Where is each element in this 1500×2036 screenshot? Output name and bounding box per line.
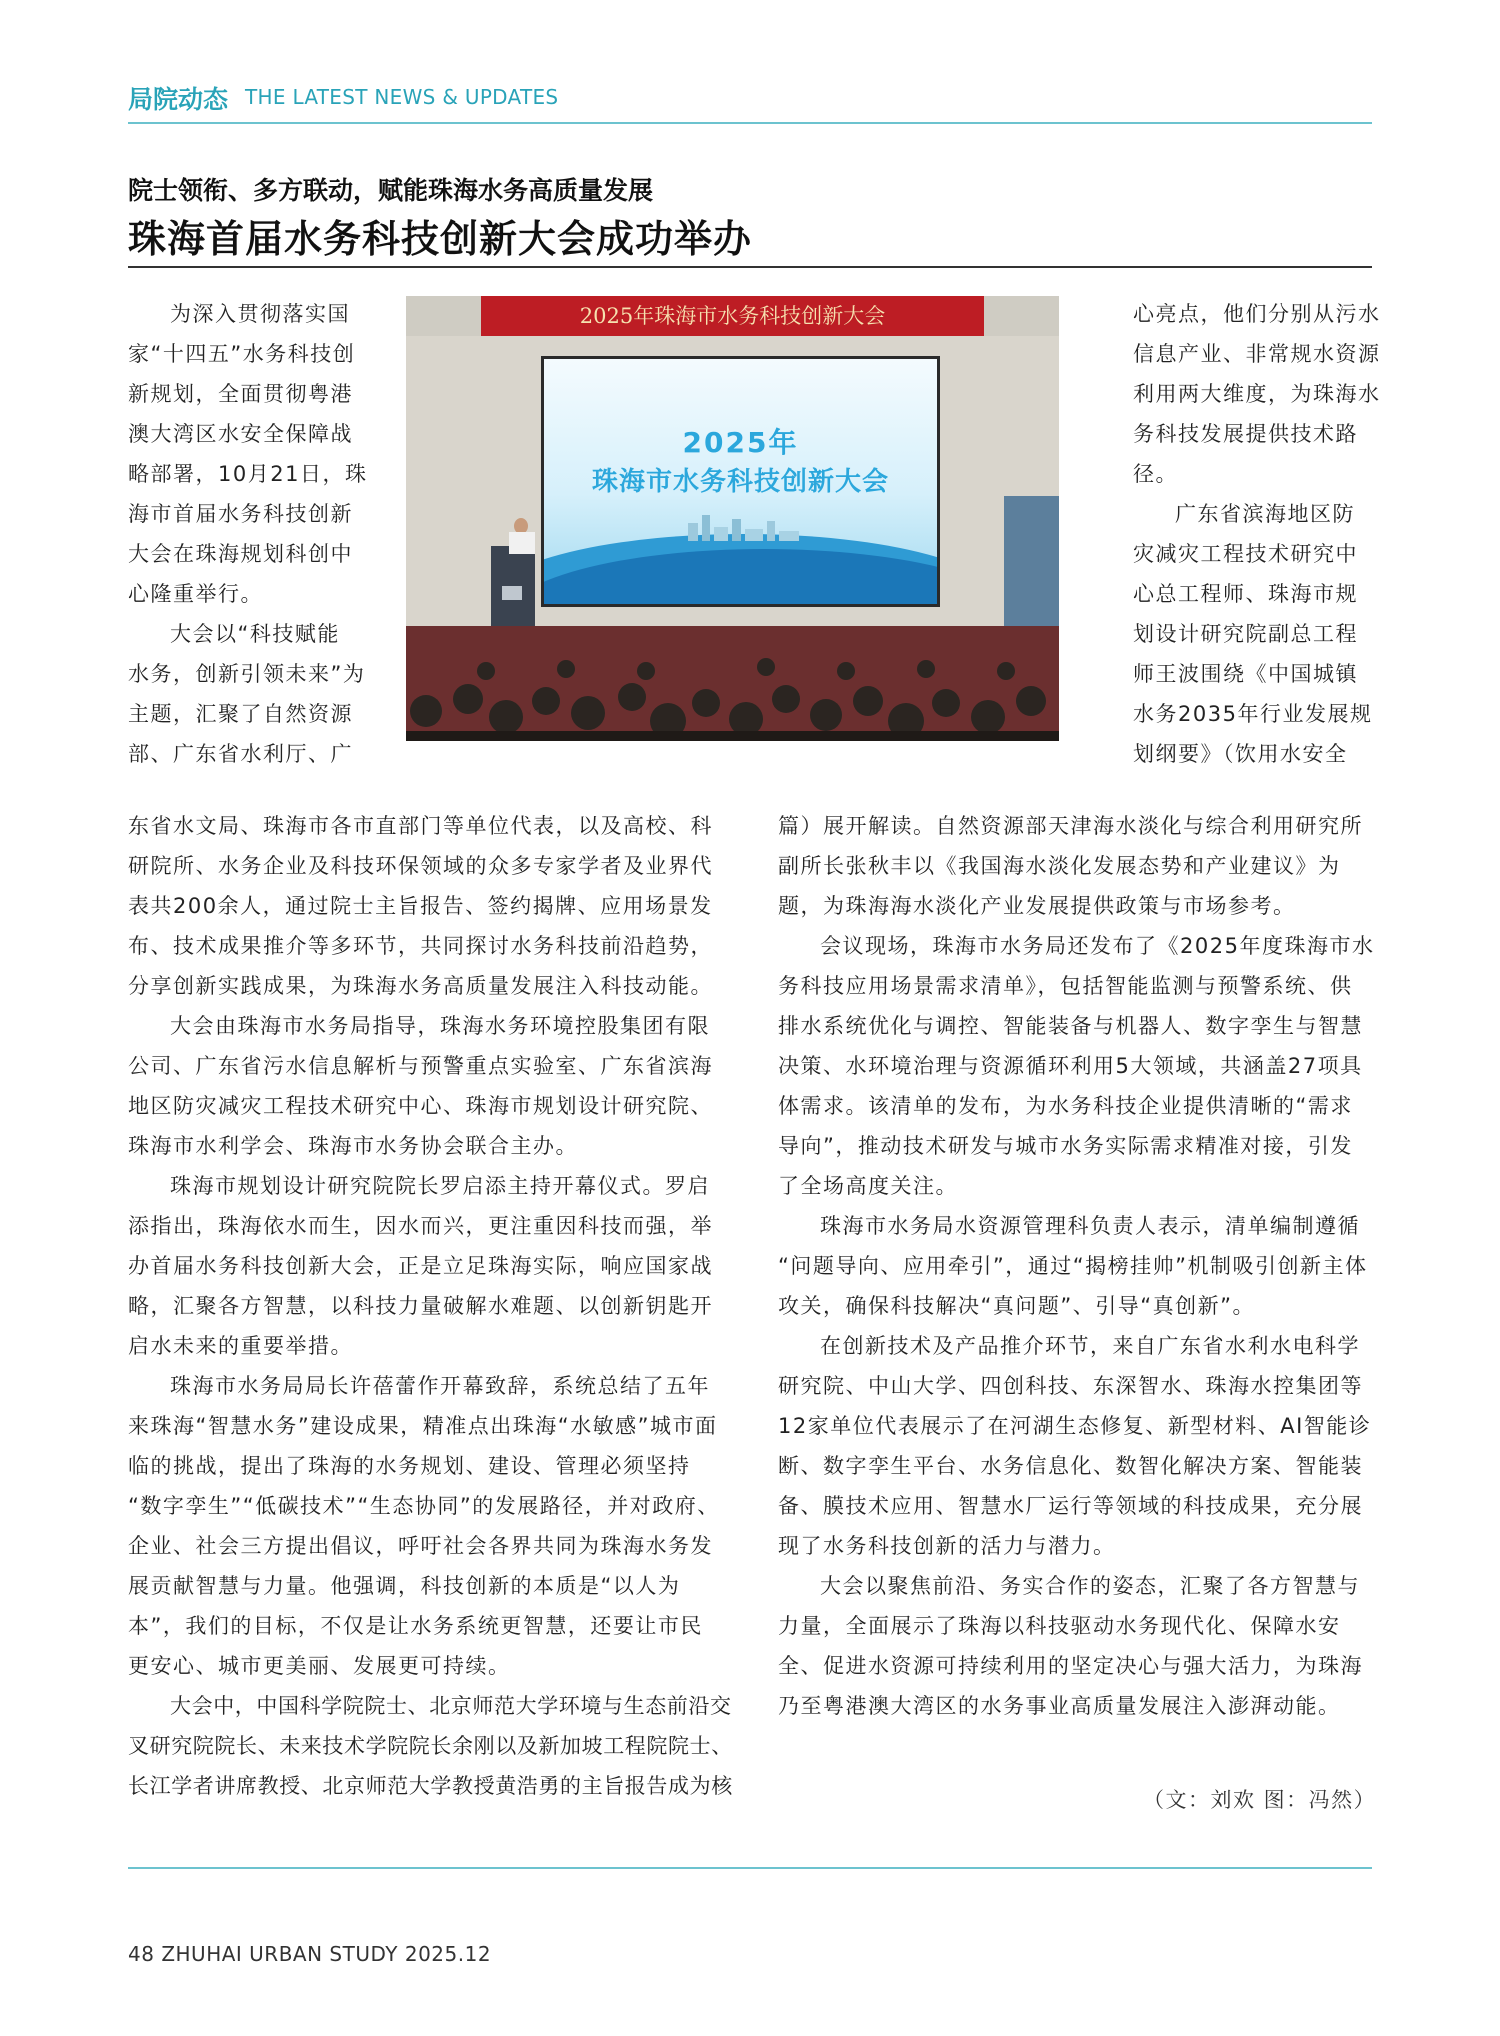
text-line: 排水系统优化与调控、智能装备与机器人、数字孪生与智慧 <box>778 1014 1363 1038</box>
text-line: 大会中，中国科学院院士、北京师范大学环境与生态前沿交 <box>170 1694 732 1718</box>
text-line: 水务2035年行业发展规 <box>1133 702 1373 726</box>
screen-year-text: 2025年 <box>682 426 799 459</box>
text-line: 澳大湾区水安全保障战 <box>128 422 353 446</box>
column-left-narrow <box>128 294 367 774</box>
article-subtitle: 院士领衔、多方联动，赋能珠海水务高质量发展 <box>128 176 654 205</box>
text-line: 更安心、城市更美丽、发展更可持续。 <box>128 1654 511 1678</box>
text-line: 新规划，全面贯彻粤港 <box>128 382 353 406</box>
text-line: 海市首届水务科技创新 <box>128 502 353 526</box>
publication-name: ZHUHAI URBAN STUDY <box>161 1942 398 1966</box>
article-title: 珠海首届水务科技创新大会成功举办 <box>128 217 753 261</box>
text-line: 大会以“科技赋能 <box>170 622 340 646</box>
text-line: 略，汇聚各方智慧，以科技力量破解水难题、以创新钥匙开 <box>128 1294 713 1318</box>
text-line: 径。 <box>1133 462 1178 486</box>
text-line: 心总工程师、珠海市规 <box>1133 582 1358 606</box>
text-line: 利用两大维度，为珠海水 <box>1133 382 1381 406</box>
text-line: 为深入贯彻落实国 <box>170 302 350 326</box>
text-line: 部、广东省水利厅、广 <box>128 742 353 766</box>
section-header <box>128 80 1372 124</box>
text-line: 启水未来的重要举措。 <box>128 1334 353 1358</box>
text-line: “问题导向、应用牵引”，通过“揭榜挂帅”机制吸引创新主体 <box>778 1254 1368 1278</box>
text-line: 在创新技术及产品推介环节，来自广东省水利水电科学 <box>820 1334 1360 1358</box>
text-line: 现了水务科技创新的活力与潜力。 <box>778 1534 1116 1558</box>
text-line: 珠海市水务局水资源管理科负责人表示，清单编制遵循 <box>820 1214 1360 1238</box>
text-line: 珠海市水务局局长许蓓蕾作开幕致辞，系统总结了五年 <box>170 1374 710 1398</box>
column-left-wide <box>128 806 733 1806</box>
text-line: 长江学者讲席教授、北京师范大学教授黄浩勇的主旨报告成为核 <box>128 1774 733 1798</box>
conference-photo <box>406 296 1059 741</box>
title-divider <box>128 266 1372 268</box>
text-line: “数字孪生”“低碳技术”“生态协同”的发展路径，并对政府、 <box>128 1494 720 1518</box>
text-line: 略部署，10月21日，珠 <box>128 462 368 486</box>
text-line: 珠海市水利学会、珠海市水务协会联合主办。 <box>128 1134 578 1158</box>
text-line: 企业、社会三方提出倡议，呼吁社会各界共同为珠海水务发 <box>128 1534 713 1558</box>
text-line: 表共200余人，通过院士主旨报告、签约揭牌、应用场景发 <box>128 894 713 918</box>
text-line: 12家单位代表展示了在河湖生态修复、新型材料、AI智能诊 <box>778 1414 1372 1438</box>
text-line: 断、数字孪生平台、水务信息化、数智化解决方案、智能装 <box>778 1454 1363 1478</box>
text-line: 水务，创新引领未来”为 <box>128 662 366 686</box>
text-line: 办首届水务科技创新大会，正是立足珠海实际，响应国家战 <box>128 1254 713 1278</box>
text-line: 广东省滨海地区防 <box>1175 502 1355 526</box>
page-footer <box>128 1942 491 1966</box>
text-line: 划纲要》（饮用水安全 <box>1133 742 1348 766</box>
text-line: 师王波围绕《中国城镇 <box>1133 662 1358 686</box>
article-credit: （文：刘欢 图：冯然） <box>1143 1788 1377 1812</box>
text-line: 划设计研究院副总工程 <box>1133 622 1358 646</box>
text-line: 东省水文局、珠海市各市直部门等单位代表，以及高校、科 <box>128 814 713 838</box>
text-line: 公司、广东省污水信息解析与预警重点实验室、广东省滨海 <box>128 1054 713 1078</box>
screen-title-text: 珠海市水务科技创新大会 <box>591 467 889 497</box>
text-line: 大会在珠海规划科创中 <box>128 542 353 566</box>
text-line: 研究院、中山大学、四创科技、东深智水、珠海水控集团等 <box>778 1374 1363 1398</box>
text-line: 信息产业、非常规水资源 <box>1133 342 1381 366</box>
text-line: 分享创新实践成果，为珠海水务高质量发展注入科技动能。 <box>128 974 713 998</box>
text-line: 全、促进水资源可持续利用的坚定决心与强大活力，为珠海 <box>778 1654 1363 1678</box>
text-line: 了全场高度关注。 <box>778 1174 958 1198</box>
speaker-body <box>509 532 535 554</box>
text-line: 乃至粤港澳大湾区的水务事业高质量发展注入澎湃动能。 <box>778 1694 1341 1718</box>
text-line: 备、膜技术应用、智慧水厂运行等领域的科技成果，充分展 <box>778 1494 1363 1518</box>
column-right-narrow <box>1133 294 1381 774</box>
text-line: 务科技发展提供技术路 <box>1133 422 1358 446</box>
photo-led-screen <box>541 356 940 607</box>
text-line: 来珠海“智慧水务”建设成果，精准点出珠海“水敏感”城市面 <box>128 1414 718 1438</box>
photo-red-banner: 2025年珠海市水务科技创新大会 <box>481 296 984 336</box>
text-line: 大会由珠海市水务局指导，珠海水务环境控股集团有限 <box>170 1014 710 1038</box>
text-line: 务科技应用场景需求清单》，包括智能监测与预警系统、供 <box>778 974 1353 998</box>
text-line: 会议现场，珠海市水务局还发布了《2025年度珠海市水 <box>820 934 1375 958</box>
text-line: 展贡献智慧与力量。他强调，科技创新的本质是“以人为 <box>128 1574 681 1598</box>
text-line: 添指出，珠海依水而生，因水而兴，更注重因科技而强，举 <box>128 1214 713 1238</box>
text-line: 副所长张秋丰以《我国海水淡化发展态势和产业建议》为 <box>778 854 1341 878</box>
text-line: 叉研究院院长、未来技术学院院长余刚以及新加坡工程院院士、 <box>128 1734 733 1758</box>
text-line: 心亮点，他们分别从污水 <box>1133 302 1381 326</box>
text-line: 布、技术成果推介等多环节，共同探讨水务科技前沿趋势， <box>128 934 713 958</box>
text-line: 体需求。该清单的发布，为水务科技企业提供清晰的“需求 <box>778 1094 1353 1118</box>
podium-logo <box>502 586 522 600</box>
text-line: 临的挑战，提出了珠海的水务规划、建设、管理必须坚持 <box>128 1454 691 1478</box>
text-line: 篇）展开解读。自然资源部天津海水淡化与综合利用研究所 <box>778 814 1363 838</box>
column-right-wide <box>778 806 1374 1726</box>
text-line: 导向”，推动技术研发与城市水务实际需求精准对接，引发 <box>778 1134 1353 1158</box>
text-line: 地区防灾减灾工程技术研究中心、珠海市规划设计研究院、 <box>128 1094 713 1118</box>
section-title-cn: 局院动态 <box>128 85 229 114</box>
section-title-en: THE LATEST NEWS & UPDATES <box>245 85 559 109</box>
text-line: 珠海市规划设计研究院院长罗启添主持开幕仪式。罗启 <box>170 1174 710 1198</box>
text-line: 力量，全面展示了珠海以科技驱动水务现代化、保障水安 <box>778 1614 1341 1638</box>
text-line: 灾减灾工程技术研究中 <box>1133 542 1358 566</box>
text-line: 攻关，确保科技解决“真问题”、引导“真创新”。 <box>778 1294 1256 1318</box>
text-line: 大会以聚焦前沿、务实合作的姿态，汇聚了各方智慧与 <box>820 1574 1360 1598</box>
text-line: 决策、水环境治理与资源循环利用5大领域，共涵盖27项具 <box>778 1054 1363 1078</box>
text-line: 本”，我们的目标，不仅是让水务系统更智慧，还要让市民 <box>128 1614 703 1638</box>
page-number: 48 <box>128 1942 155 1966</box>
photo-audience <box>406 641 1059 741</box>
text-line: 题，为珠海海水淡化产业发展提供政策与市场参考。 <box>778 894 1296 918</box>
screen-skyline-graphic <box>684 509 804 541</box>
bottom-divider <box>128 1867 1372 1869</box>
issue-date: 2025.12 <box>404 1942 492 1966</box>
text-line: 家“十四五”水务科技创 <box>128 342 356 366</box>
text-line: 主题，汇聚了自然资源 <box>128 702 353 726</box>
text-line: 研院所、水务企业及科技环保领域的众多专家学者及业界代 <box>128 854 713 878</box>
text-line: 心隆重举行。 <box>128 582 263 606</box>
